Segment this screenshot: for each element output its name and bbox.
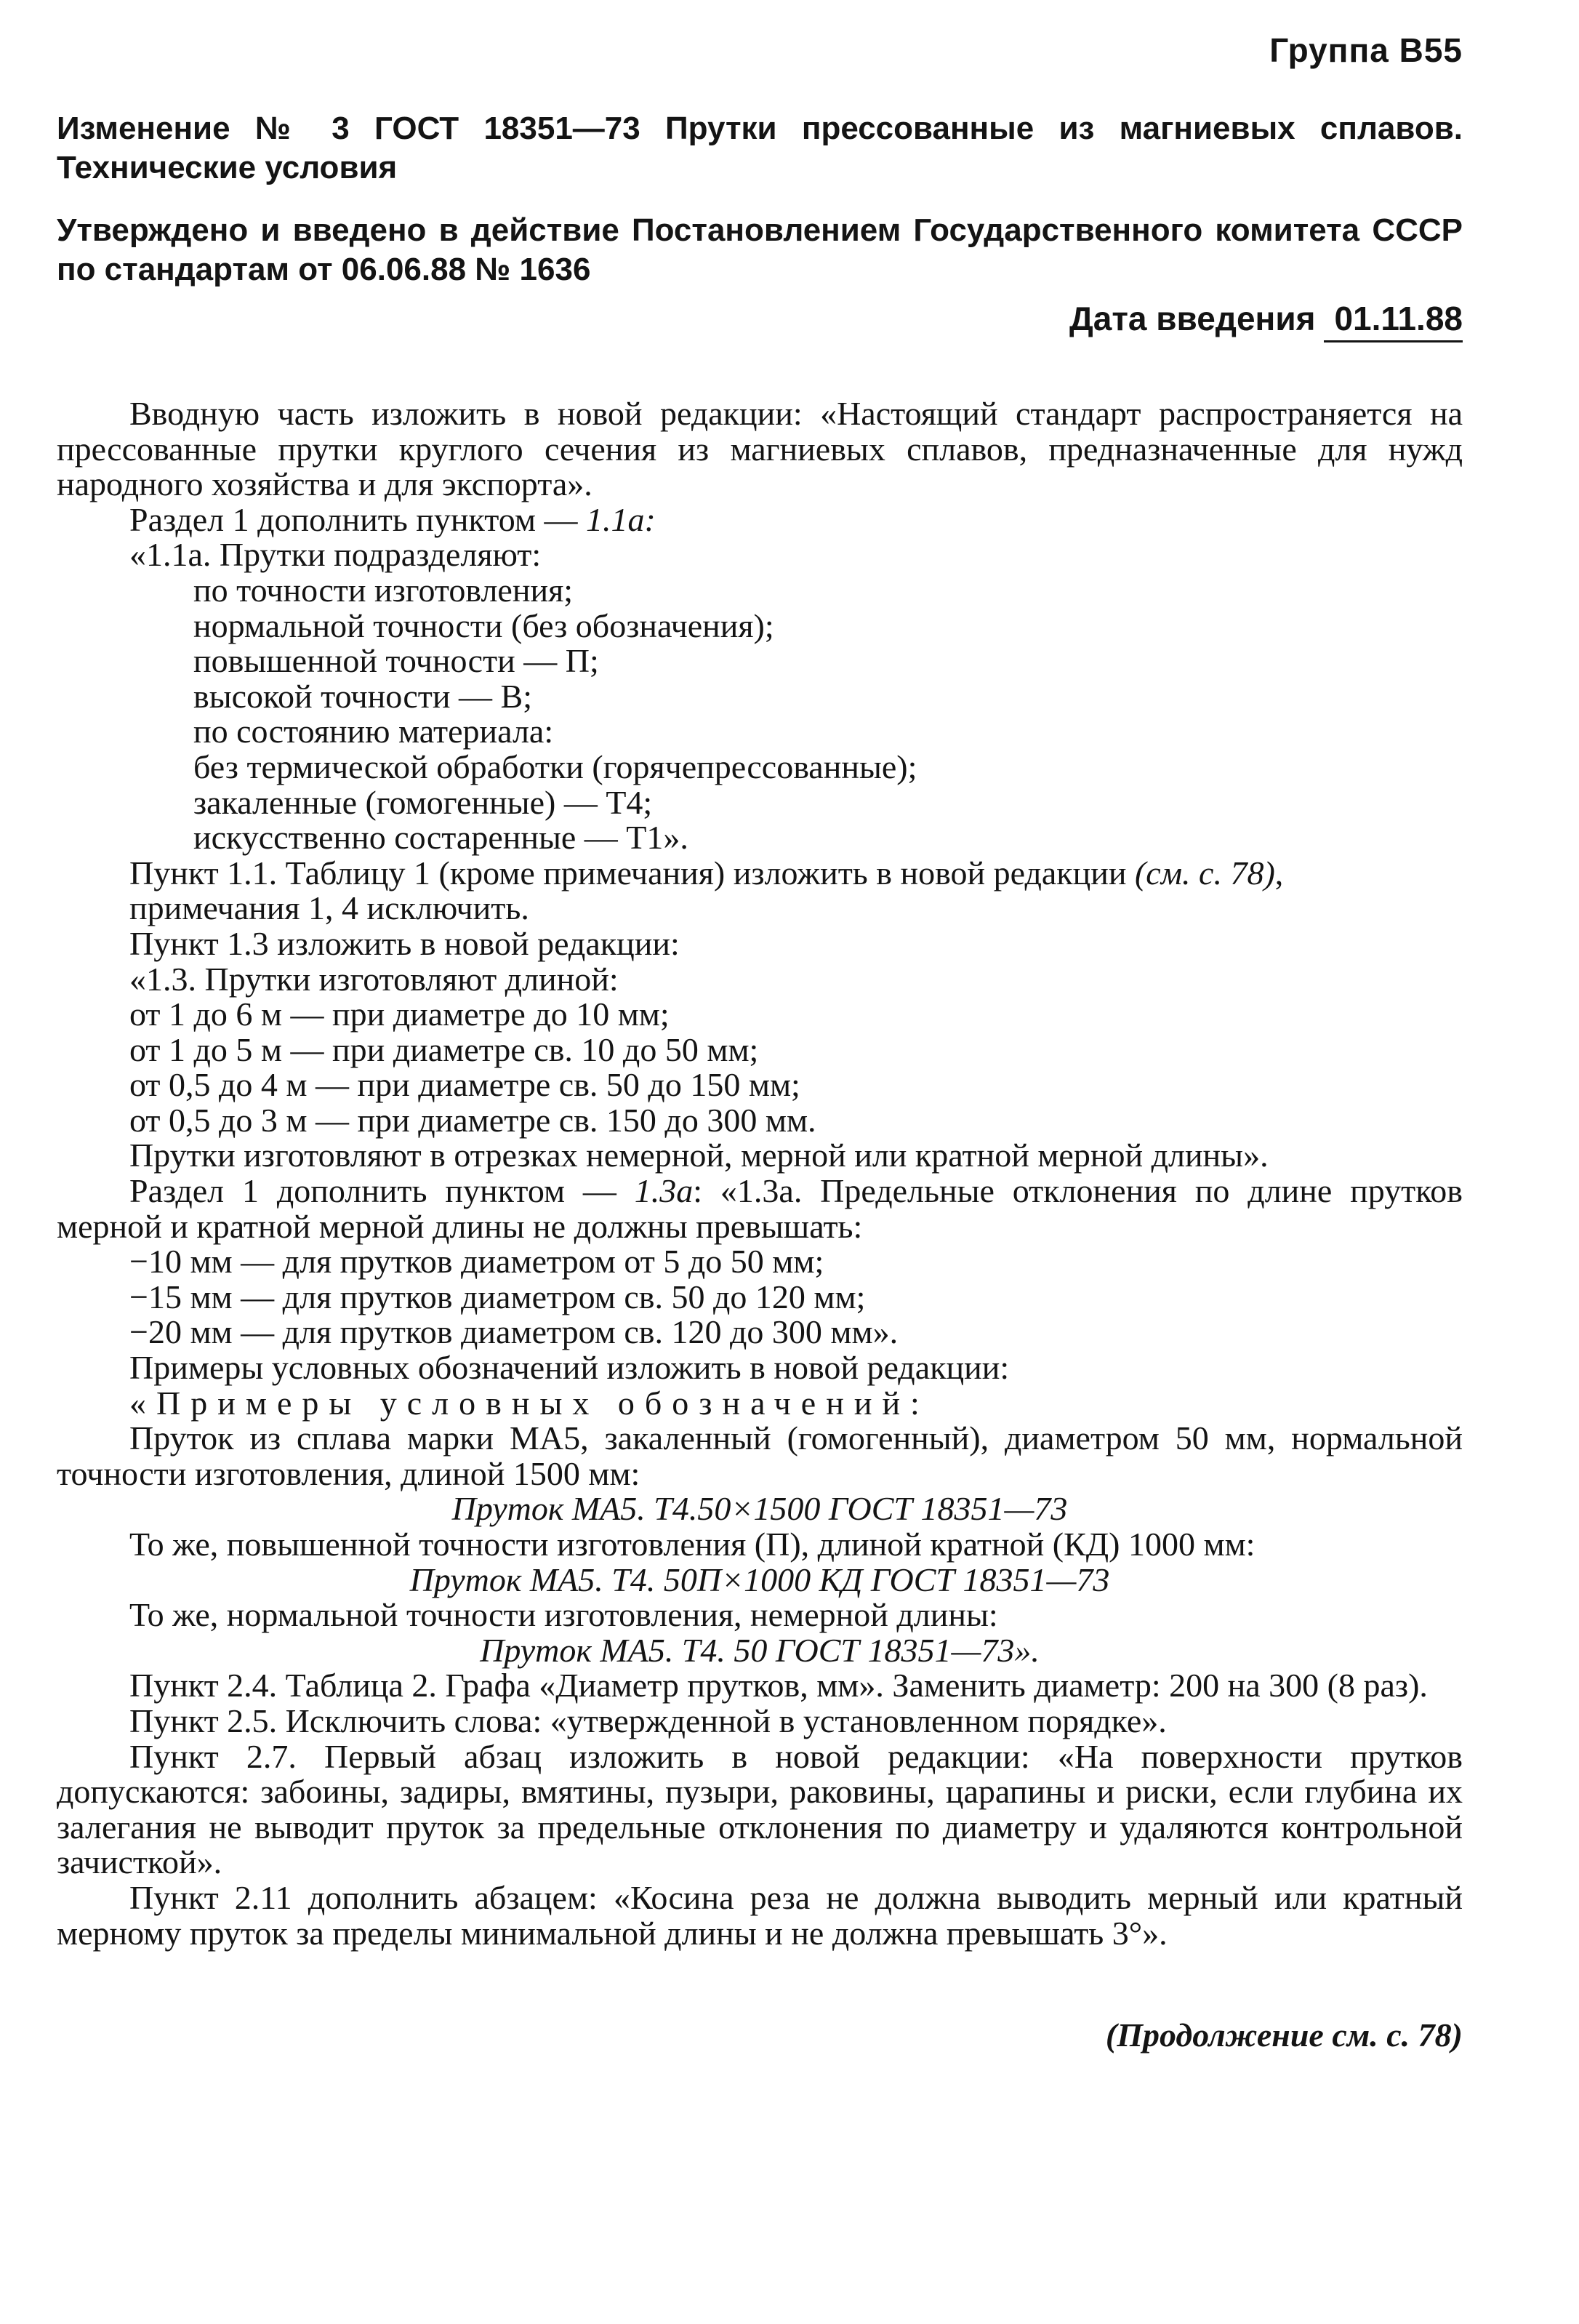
list-item: −20 мм — для прутков диаметром св. 120 до 300 мм».: [129, 1313, 899, 1351]
paragraph-1-1a: «1.1а. Прутки подразделяют:: [129, 536, 542, 574]
document-page: [57, 29, 1463, 2056]
paragraph-1-1: Пункт 1.1. Таблицу 1 (кроме примечания) изложить в новой редакции (см. с. 78),: [129, 854, 1284, 891]
paragraph-1-3-lengths: «1.3. Прутки изготовляют длиной:: [129, 960, 619, 998]
paragraph-examples: Примеры условных обозначений изложить в новой редакции:: [129, 1349, 1010, 1387]
list-item: от 1 до 5 м — при диаметре св. 10 до 50 мм;: [129, 1030, 759, 1068]
list-item: от 0,5 до 4 м — при диаметре св. 50 до 150 мм;: [129, 1066, 800, 1104]
list-item: от 1 до 6 м — при диаметре до 10 мм;: [129, 995, 670, 1033]
amendment-title: Изменение № 3 ГОСТ 18351—73 Прутки прессованные из магниевых сплавов. Технические условия: [57, 111, 1463, 185]
paragraph-2-4: Пункт 2.4. Таблица 2. Графа «Диаметр прутков, мм». Заменить диаметр: 200 на 300 (8 раз).: [129, 1667, 1428, 1704]
list-item: высокой точности — В;: [193, 677, 532, 715]
continuation-note: (Продолжение см. с. 78): [1105, 2016, 1463, 2054]
designation-example-1: Пруток МА5. Т4.50×1500 ГОСТ 18351—73: [451, 1490, 1068, 1528]
list-item: −15 мм — для прутков диаметром св. 50 до 120 мм;: [129, 1278, 866, 1315]
designation-example-3: Пруток МА5. Т4. 50 ГОСТ 18351—73».: [480, 1631, 1040, 1669]
list-item: закаленные (гомогенные) — Т4;: [193, 783, 653, 821]
paragraph-example-1: Пруток из сплава марки МА5, закаленный (гомогенный), диаметром 50 мм, нормальной точности изготовления, длиной 1500 мм:: [57, 1419, 1463, 1492]
examples-heading: «Примеры условных обозначений:: [129, 1384, 930, 1422]
designation-example-2: Пруток МА5. Т4. 50П×1000 КД ГОСТ 18351—73: [409, 1560, 1110, 1598]
introduction-date-label: Дата введения: [1069, 300, 1316, 337]
list-item: −10 мм — для прутков диаметром от 5 до 50 мм;: [129, 1243, 824, 1281]
list-item: без термической обработки (горячепрессованные);: [193, 748, 917, 785]
paragraph-1-3a: Раздел 1 дополнить пунктом — 1.3а: «1.3а. Предельные отклонения по длине прутков мерной и кратной мерной длины не должны превышать:: [57, 1172, 1463, 1245]
paragraph-intro: Вводную часть изложить в новой редакции: «Настоящий стандарт распространяется на прессованные прутки круглого сечения из магниевых сплавов, предназначенные для нужд народного хозяйства и для экспорта».: [57, 395, 1463, 503]
list-item: от 0,5 до 3 м — при диаметре св. 150 до 300 мм.: [129, 1101, 816, 1139]
subdivision-list: [57, 573, 1463, 856]
paragraph-section1-add: Раздел 1 дополнить пунктом — 1.1а:: [129, 500, 656, 538]
paragraph-lengths-note: Прутки изготовляют в отрезках немерной, мерной или кратной мерной длины».: [129, 1137, 1269, 1174]
paragraph-example-3: То же, нормальной точности изготовления, немерной длины:: [129, 1596, 998, 1634]
group-code: Группа В55: [1269, 31, 1463, 69]
list-item: по точности изготовления;: [193, 571, 574, 609]
paragraph-2-7: Пункт 2.7. Первый абзац изложить в новой редакции: «На поверхности прутков допускаются: забоины, задиры, вмятины, пузыри, раковины, царапины и риски, если глубина их залегания не выводит пруток за предельные отклонения по диаметру и удаляются контрольной зачисткой».: [57, 1737, 1463, 1881]
list-item: искусственно состаренные — Т1».: [193, 819, 688, 857]
document-body: [57, 396, 1463, 1951]
introduction-date-value: 01.11.88: [1324, 297, 1463, 342]
introduction-date: [57, 297, 1463, 342]
notes-exclusion: примечания 1, 4 исключить.: [129, 889, 529, 927]
paragraph-1-3: Пункт 1.3 изложить в новой редакции:: [129, 924, 680, 962]
list-item: по состоянию материала:: [193, 713, 554, 750]
list-item: нормальной точности (без обозначения);: [193, 606, 774, 644]
length-list: [57, 997, 1463, 1138]
approval-statement: Утверждено и введено в действие Постановлением Государственного комитета СССР по стандартам от 06.06.88 № 1636: [57, 212, 1463, 287]
paragraph-2-5: Пункт 2.5. Исключить слова: «утвержденной в установленном порядке».: [129, 1702, 1167, 1739]
deviation-list: [57, 1244, 1463, 1350]
paragraph-2-11: Пункт 2.11 дополнить абзацем: «Косина реза не должна выводить мерный или кратный мерному пруток за пределы минимальной длины и не должна превышать 3°».: [57, 1878, 1463, 1952]
list-item: повышенной точности — П;: [193, 642, 599, 680]
paragraph-example-2: То же, повышенной точности изготовления (П), длиной кратной (КД) 1000 мм:: [129, 1526, 1255, 1563]
